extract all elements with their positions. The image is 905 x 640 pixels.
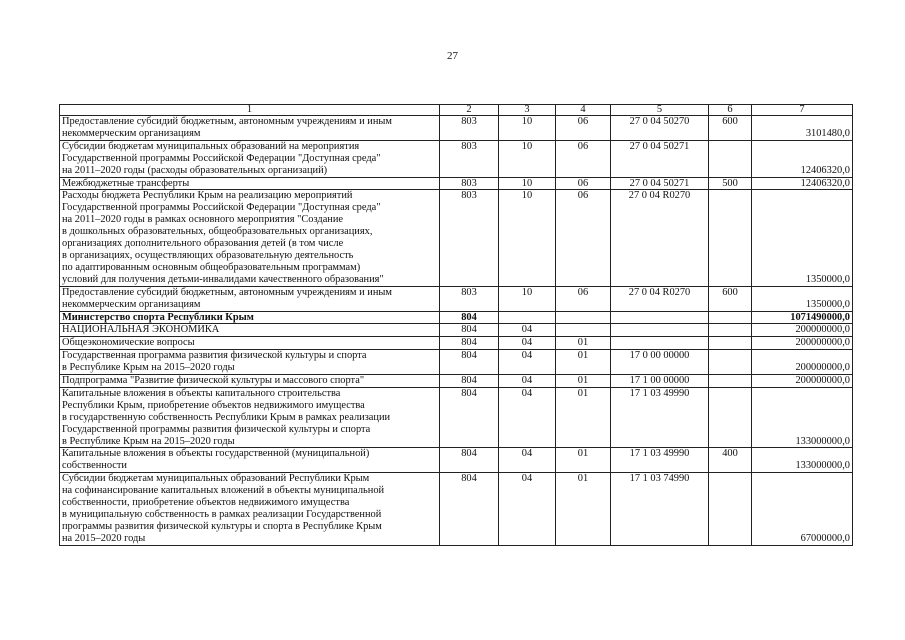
code-cell-c3: 10 [499, 140, 556, 177]
code-cell-c3: 04 [499, 375, 556, 388]
code-cell-c2: 803 [440, 116, 499, 141]
header-cell: 1 [60, 105, 440, 116]
table-row [60, 311, 853, 324]
code-cell-c4 [556, 311, 611, 324]
header-cell: 3 [499, 105, 556, 116]
amount-cell: 1350000,0 [752, 190, 853, 286]
row-name-line: в организациях, осуществляющих образовательную деятельность [62, 249, 354, 261]
code-cell-c4: 06 [556, 116, 611, 141]
table-row [60, 448, 853, 473]
header-cell: 4 [556, 105, 611, 116]
row-name-line: Межбюджетные трансферты [62, 177, 190, 189]
budget-table [59, 104, 853, 546]
amount-cell: 12406320,0 [752, 177, 853, 190]
code-cell-c4 [556, 324, 611, 337]
code-cell-c6: 600 [709, 286, 752, 311]
code-cell-c2: 804 [440, 350, 499, 375]
row-name-line: Субсидии бюджетам муниципальных образований на мероприятия [62, 140, 360, 152]
table-row [60, 140, 853, 177]
code-cell-c4: 01 [556, 473, 611, 545]
code-cell-c4: 01 [556, 337, 611, 350]
row-name-line: собственности [62, 460, 127, 472]
code-cell-c4: 06 [556, 190, 611, 286]
code-cell-c4: 01 [556, 375, 611, 388]
table-header-row [60, 105, 853, 116]
code-cell-c6: 500 [709, 177, 752, 190]
row-name-line: в дошкольных образовательных, общеобразовательных организациях, [62, 226, 373, 238]
table-row [60, 350, 853, 375]
table-row [60, 337, 853, 350]
row-name-cell [60, 324, 440, 337]
code-cell-c5: 17 0 00 00000 [611, 350, 709, 375]
row-name-cell [60, 375, 440, 388]
amount-cell: 133000000,0 [752, 387, 853, 448]
row-name-cell [60, 177, 440, 190]
code-cell-c3: 10 [499, 190, 556, 286]
code-cell-c6 [709, 311, 752, 324]
code-cell-c2: 804 [440, 473, 499, 545]
code-cell-c6 [709, 337, 752, 350]
amount-cell: 1350000,0 [752, 286, 853, 311]
table-row [60, 177, 853, 190]
row-name-line: условий для получения детьми-инвалидами качественного образования" [62, 273, 384, 285]
row-name-line: Предоставление субсидий бюджетным, автономным учреждениям и иным [62, 116, 392, 127]
code-cell-c5 [611, 337, 709, 350]
row-name-line: собственности, приобретение объектов недвижимого имущества [62, 497, 350, 509]
code-cell-c6 [709, 324, 752, 337]
header-cell: 6 [709, 105, 752, 116]
code-cell-c4: 06 [556, 177, 611, 190]
row-name-line: Государственной программы Российской Федерации "Доступная среда" [62, 152, 381, 164]
code-cell-c5 [611, 311, 709, 324]
row-name-line: Капитальные вложения в объекты капитального строительства [62, 387, 341, 399]
code-cell-c3: 10 [499, 116, 556, 141]
code-cell-c3: 04 [499, 324, 556, 337]
table-row [60, 375, 853, 388]
code-cell-c5: 27 0 04 50271 [611, 140, 709, 177]
row-name-cell [60, 286, 440, 311]
row-name-line: организациях дополнительного образования детей (в том числе [62, 238, 344, 250]
row-name-line: Предоставление субсидий бюджетным, автономным учреждениям и иным [62, 286, 392, 298]
page-number: 27 [447, 50, 458, 62]
code-cell-c2: 803 [440, 177, 499, 190]
code-cell-c2: 803 [440, 286, 499, 311]
row-name-line: Капитальные вложения в объекты государственной (муниципальной) [62, 448, 370, 460]
code-cell-c6 [709, 140, 752, 177]
row-name-cell [60, 448, 440, 473]
row-name-line: в Республике Крым на 2015–2020 годы [62, 362, 235, 374]
row-name-line: Министерство спорта Республики Крым [62, 311, 254, 323]
code-cell-c4: 06 [556, 140, 611, 177]
code-cell-c4: 01 [556, 448, 611, 473]
row-name-line: Общеэкономические вопросы [62, 337, 195, 349]
code-cell-c5: 17 1 03 49990 [611, 448, 709, 473]
code-cell-c5: 27 0 04 50271 [611, 177, 709, 190]
table-row [60, 473, 853, 545]
code-cell-c6 [709, 387, 752, 448]
code-cell-c3: 04 [499, 350, 556, 375]
code-cell-c6: 600 [709, 116, 752, 141]
code-cell-c3: 10 [499, 177, 556, 190]
table-row [60, 286, 853, 311]
row-name-line: в Республике Крым на 2015–2020 годы [62, 435, 235, 447]
code-cell-c5: 17 1 00 00000 [611, 375, 709, 388]
row-name-line: Республики Крым, приобретение объектов недвижимого имущества [62, 399, 365, 411]
amount-cell: 200000000,0 [752, 350, 853, 375]
amount-cell: 67000000,0 [752, 473, 853, 545]
row-name-line: Субсидии бюджетам муниципальных образований Республики Крым [62, 473, 370, 485]
code-cell-c2: 803 [440, 190, 499, 286]
code-cell-c3: 04 [499, 337, 556, 350]
code-cell-c5: 27 0 04 R0270 [611, 286, 709, 311]
row-name-line: Государственной программы развития физической культуры и спорта [62, 423, 371, 435]
row-name-cell [60, 387, 440, 448]
code-cell-c2: 804 [440, 337, 499, 350]
row-name-cell [60, 350, 440, 375]
code-cell-c2: 804 [440, 375, 499, 388]
amount-cell: 200000000,0 [752, 324, 853, 337]
header-cell: 7 [752, 105, 853, 116]
row-name-line: по адаптированным основным общеобразовательным программам) [62, 261, 361, 273]
amount-cell: 3101480,0 [752, 116, 853, 141]
row-name-line: Подпрограмма "Развитие физической культуры и массового спорта" [62, 375, 365, 387]
code-cell-c2: 804 [440, 311, 499, 324]
row-name-line: Государственной программы Российской Федерации "Доступная среда" [62, 202, 381, 214]
code-cell-c4: 06 [556, 286, 611, 311]
code-cell-c5 [611, 324, 709, 337]
code-cell-c3: 04 [499, 473, 556, 545]
code-cell-c3: 04 [499, 448, 556, 473]
row-name-line: программы развития физической культуры и спорта в Республике Крым [62, 520, 382, 532]
code-cell-c5: 17 1 03 49990 [611, 387, 709, 448]
code-cell-c4: 01 [556, 387, 611, 448]
row-name-line: на софинансирование капитальных вложений в объекты муниципальной [62, 485, 385, 497]
header-cell: 2 [440, 105, 499, 116]
row-name-cell [60, 116, 440, 141]
code-cell-c6 [709, 375, 752, 388]
code-cell-c5: 17 1 03 74990 [611, 473, 709, 545]
row-name-line: в муниципальную собственность в рамках реализации Государственной [62, 509, 382, 520]
row-name-cell [60, 337, 440, 350]
code-cell-c3: 04 [499, 387, 556, 448]
amount-cell: 12406320,0 [752, 140, 853, 177]
row-name-line: в государственную собственность Республики Крым в рамках реализации [62, 411, 391, 423]
table-row [60, 324, 853, 337]
code-cell-c5: 27 0 04 R0270 [611, 190, 709, 286]
code-cell-c6: 400 [709, 448, 752, 473]
row-name-cell [60, 190, 440, 286]
row-name-line: некоммерческим организациям [62, 298, 201, 310]
row-name-line: на 2015–2020 годы [62, 532, 146, 544]
code-cell-c2: 803 [440, 140, 499, 177]
code-cell-c2: 804 [440, 448, 499, 473]
amount-cell: 200000000,0 [752, 337, 853, 350]
row-name-line: Расходы бюджета Республики Крым на реализацию мероприятий [62, 190, 353, 202]
code-cell-c3: 10 [499, 286, 556, 311]
row-name-line: на 2011–2020 годы в рамках основного мероприятия "Создание [62, 214, 344, 226]
table-row [60, 387, 853, 448]
code-cell-c2: 804 [440, 324, 499, 337]
code-cell-c3 [499, 311, 556, 324]
row-name-cell [60, 140, 440, 177]
code-cell-c6 [709, 350, 752, 375]
code-cell-c6 [709, 473, 752, 545]
row-name-line: на 2011–2020 годы (расходы образовательных организаций) [62, 164, 328, 176]
header-cell: 5 [611, 105, 709, 116]
amount-cell: 133000000,0 [752, 448, 853, 473]
row-name-cell [60, 311, 440, 324]
code-cell-c4: 01 [556, 350, 611, 375]
row-name-line: некоммерческим организациям [62, 127, 201, 139]
amount-cell: 200000000,0 [752, 375, 853, 388]
code-cell-c2: 804 [440, 387, 499, 448]
row-name-cell [60, 473, 440, 545]
table-row [60, 190, 853, 286]
code-cell-c6 [709, 190, 752, 286]
row-name-line: НАЦИОНАЛЬНАЯ ЭКОНОМИКА [62, 324, 220, 336]
code-cell-c5: 27 0 04 50270 [611, 116, 709, 141]
table-row [60, 116, 853, 141]
row-name-line: Государственная программа развития физической культуры и спорта [62, 350, 367, 362]
amount-cell: 1071490000,0 [752, 311, 853, 324]
